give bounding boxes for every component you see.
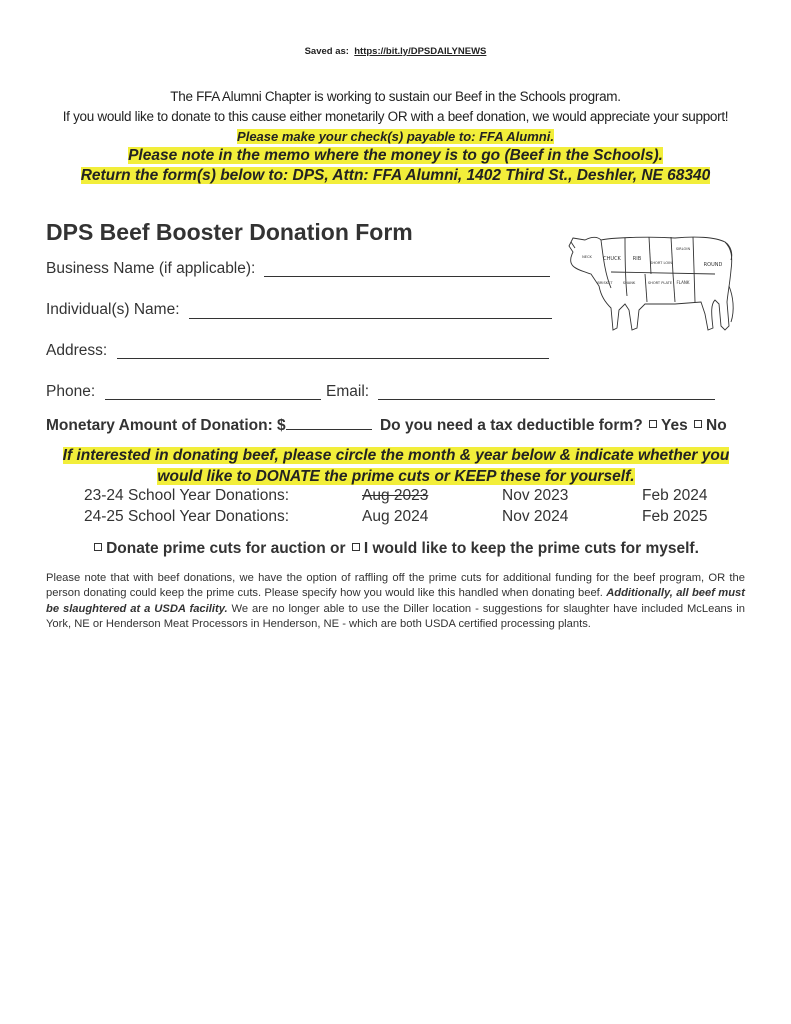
cut-label-sirloin: SIRLOIN xyxy=(675,247,691,251)
note-emphasis: Additionally, all beef must be slaughtered at a USDA facility. xyxy=(46,587,745,615)
cut-label-shank: SHANK xyxy=(622,281,636,285)
month-option[interactable]: Nov 2024 xyxy=(502,508,569,525)
memo-note xyxy=(0,147,791,165)
return-address-note xyxy=(0,167,791,185)
donate-cuts-checkbox[interactable] xyxy=(94,543,102,551)
intro-line-2: If you would like to donate to this cause either monetarily OR with a beef donation, we would appreciate your support! xyxy=(62,109,729,124)
month-option[interactable]: Feb 2024 xyxy=(642,487,708,504)
saved-as-line xyxy=(0,46,791,57)
tax-no-label: No xyxy=(706,417,727,434)
cut-label-rib: RIB xyxy=(632,256,642,262)
individual-name-field[interactable] xyxy=(189,318,552,319)
phone-label: Phone: xyxy=(46,383,96,400)
month-option[interactable]: Nov 2023 xyxy=(502,487,569,504)
cut-label-brisket: BRISKET xyxy=(597,281,613,285)
payable-text: Please make your check(s) payable to: FFA Alumni. xyxy=(237,129,554,144)
monetary-row xyxy=(46,415,727,435)
year-row-label: 23-24 School Year Donations: xyxy=(84,487,290,504)
monetary-label: Monetary Amount of Donation: $ xyxy=(46,417,286,434)
email-label: Email: xyxy=(326,383,370,400)
saved-as-prefix: Saved as: xyxy=(304,46,349,57)
prime-cuts-choice xyxy=(0,540,791,558)
form-title: DPS Beef Booster Donation Form xyxy=(46,219,413,245)
month-option[interactable]: Aug 2024 xyxy=(362,508,429,525)
monetary-amount-field[interactable] xyxy=(286,415,372,430)
cut-label-flank: FLANK xyxy=(676,280,690,285)
individual-name-label: Individual(s) Name: xyxy=(46,301,180,318)
beef-donation-note xyxy=(46,571,745,632)
payable-note xyxy=(0,129,791,144)
business-name-label: Business Name (if applicable): xyxy=(46,260,256,277)
address-label: Address: xyxy=(46,342,108,359)
cut-label-chuck: CHUCK xyxy=(603,256,621,262)
note-part-2: We are no longer able to use the Diller location - suggestions for slaughter have included McLeans in York, NE or Henderson Meat Processors in Henderson, NE - which are both USDA certified processing plants. xyxy=(46,602,745,630)
donate-cuts-label: Donate prime cuts for auction or xyxy=(106,540,346,557)
cut-label-short-loin: SHORT LOIN xyxy=(650,261,672,265)
month-option[interactable]: Feb 2025 xyxy=(642,508,708,525)
address-field[interactable] xyxy=(117,358,549,359)
note-part-1: Please note that with beef donations, we have the option of raffling off the prime cuts for additional funding for the beef program, OR the person donating could keep the prime cuts. Please specify how you would like this handled when donating beef. xyxy=(46,572,745,600)
month-option[interactable]: Aug 2023 xyxy=(362,487,429,504)
keep-cuts-checkbox[interactable] xyxy=(352,543,360,551)
business-name-field[interactable] xyxy=(264,276,550,277)
return-text: Return the form(s) below to: DPS, Attn: FFA Alumni, 1402 Third St., Deshler, NE 68340 xyxy=(80,167,711,184)
saved-as-link[interactable]: https://bit.ly/DPSDAILYNEWS xyxy=(354,46,487,57)
memo-text: Please note in the memo where the money is to go (Beef in the Schools). xyxy=(128,147,663,164)
year-row-label: 24-25 School Year Donations: xyxy=(84,508,290,525)
keep-cuts-label: I would like to keep the prime cuts for myself. xyxy=(363,540,699,557)
email-field[interactable] xyxy=(378,399,715,400)
tax-yes-label: Yes xyxy=(660,417,688,434)
beef-cuts-diagram xyxy=(565,226,737,338)
cut-label-neck: NECK xyxy=(582,255,592,259)
cut-label-short-plate: SHORT PLATE xyxy=(647,281,673,285)
intro-line-1: The FFA Alumni Chapter is working to sustain our Beef in the Schools program. xyxy=(170,89,621,104)
tax-yes-checkbox[interactable] xyxy=(649,420,657,428)
beef-instruction xyxy=(56,445,736,487)
tax-question: Do you need a tax deductible form? xyxy=(379,417,643,434)
phone-field[interactable] xyxy=(105,399,321,400)
tax-no-checkbox[interactable] xyxy=(694,420,702,428)
beef-instruction-text: If interested in donating beef, please circle the month & year below & indicate whether you would like to DONATE the prime cuts or KEEP these for yourself. xyxy=(62,447,730,485)
cut-label-round: ROUND xyxy=(703,262,723,268)
